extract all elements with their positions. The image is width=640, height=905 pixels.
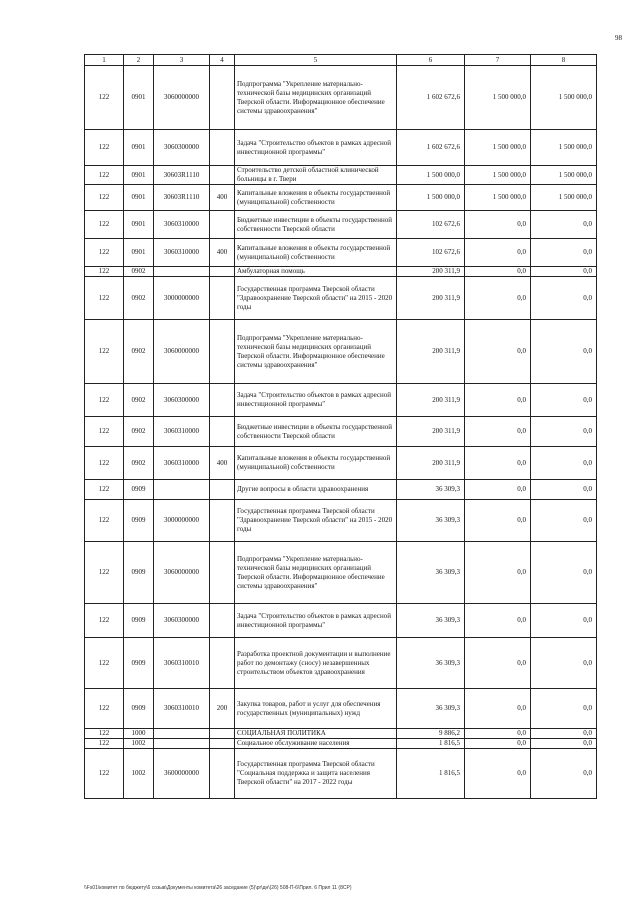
table-cell: 0902 [124,277,154,320]
table-cell: 122 [85,729,124,739]
table-cell: 102 672,6 [397,239,465,267]
header-cell: 6 [397,55,465,66]
table-cell: 0902 [124,384,154,417]
table-cell: 1 816,5 [397,749,465,799]
table-cell: 0909 [124,500,154,542]
table-cell: 122 [85,689,124,729]
table-cell: 30603R1110 [154,185,210,211]
table-cell: 0,0 [531,739,597,749]
table-cell: 1 816,5 [397,739,465,749]
table-cell: 200 311,9 [397,417,465,447]
table-row [85,166,597,185]
table-cell: 0,0 [465,320,531,384]
table-cell: 0901 [124,66,154,130]
table-cell: 3060000000 [154,320,210,384]
table-cell: 36 309,3 [397,604,465,638]
table-cell: 0909 [124,480,154,500]
table-cell: 0,0 [465,239,531,267]
table-cell: СОЦИАЛЬНАЯ ПОЛИТИКА [235,729,397,739]
table-cell: 0,0 [531,689,597,729]
table-cell: 102 672,6 [397,211,465,239]
table-cell: 1 500 000,0 [465,66,531,130]
table-cell: 0,0 [531,211,597,239]
table-cell: 9 886,2 [397,729,465,739]
table-cell: 122 [85,320,124,384]
table-cell: 122 [85,480,124,500]
table-cell: 3060000000 [154,66,210,130]
table-cell: 200 311,9 [397,267,465,277]
table-cell [210,66,235,130]
table-cell: 3060310000 [154,239,210,267]
table-cell: 0,0 [465,689,531,729]
table-cell: Государственная программа Тверской области "Социальная поддержка и защита населения Тверской области" на 2017 - 2022 годы [235,749,397,799]
footer-path: \\Fs01\комитет по бюджету\6 созыв\Документы комитета\26 заседание (5)\pr\дн\(26) 508-П-6\Прил. 6 Прил 11 (8СР) [84,885,352,891]
table-cell: 1000 [124,729,154,739]
table-cell: 0,0 [465,384,531,417]
table-cell [154,729,210,739]
table-row [85,689,597,729]
table-cell [210,384,235,417]
table-cell: 200 311,9 [397,447,465,480]
table-cell: 3060300000 [154,604,210,638]
table-cell [210,604,235,638]
table-row [85,211,597,239]
table-cell: 200 311,9 [397,384,465,417]
table-cell: 1 500 000,0 [531,185,597,211]
table-cell: Задача "Строительство объектов в рамках адресной инвестиционной программы" [235,604,397,638]
table-cell: 0,0 [531,277,597,320]
table-cell: Государственная программа Тверской области "Здравоохранение Тверской области" на 2015 - 2020 годы [235,500,397,542]
table-cell: 36 309,3 [397,638,465,689]
table-cell [210,277,235,320]
budget-table [84,54,597,799]
table-cell: 36 309,3 [397,480,465,500]
table-cell: 400 [210,447,235,480]
table-cell: 0,0 [531,320,597,384]
table-row [85,66,597,130]
page-number: 98 [615,34,622,42]
table-cell: 1 500 000,0 [465,130,531,166]
table-cell: 36 309,3 [397,500,465,542]
table-cell: 0,0 [465,638,531,689]
table-cell: Подпрограмма "Укрепление материально-технической базы медицинских организаций Тверской области. Информационное обеспечение системы здравоохранения" [235,542,397,604]
table-row [85,267,597,277]
table-cell: Капитальные вложения в объекты государственной (муниципальной) собственности [235,447,397,480]
table-cell: 1 500 000,0 [465,185,531,211]
table-cell [154,480,210,500]
table-cell [154,267,210,277]
table-cell: 0909 [124,604,154,638]
table-row [85,739,597,749]
table-row [85,542,597,604]
header-cell: 3 [154,55,210,66]
header-cell: 2 [124,55,154,66]
table-cell: 0,0 [465,729,531,739]
table-cell: 3000000000 [154,277,210,320]
table-cell: Капитальные вложения в объекты государственной (муниципальной) собственности [235,239,397,267]
table-cell: 0901 [124,211,154,239]
table-cell: Амбулаторная помощь [235,267,397,277]
table-cell: 0909 [124,542,154,604]
table-cell: 0,0 [531,638,597,689]
table-cell: 0,0 [531,417,597,447]
table-cell: 200 311,9 [397,320,465,384]
table-cell: 400 [210,239,235,267]
header-cell: 1 [85,55,124,66]
table-cell [210,638,235,689]
table-cell: Подпрограмма "Укрепление материально-технической базы медицинских организаций Тверской области. Информационное обеспечение системы здравоохранения" [235,320,397,384]
table-cell: 0,0 [531,604,597,638]
table-cell [210,480,235,500]
table-cell: 122 [85,417,124,447]
table-cell: 122 [85,166,124,185]
table-cell: 0,0 [531,384,597,417]
table-cell: 3060300000 [154,384,210,417]
table-cell: 200 311,9 [397,277,465,320]
table-cell: 0,0 [465,604,531,638]
table-cell: 3060310010 [154,638,210,689]
table-cell: Другие вопросы в области здравоохранения [235,480,397,500]
table-cell: 0,0 [531,480,597,500]
table-cell: 3600000000 [154,749,210,799]
table-cell: 122 [85,739,124,749]
table-cell: 3060310010 [154,689,210,729]
table-cell: 0,0 [465,500,531,542]
table-cell: Разработка проектной документации и выполнение работ по демонтажу (сносу) незавершенных строительством объектов здравоохранения [235,638,397,689]
table-cell: Задача "Строительство объектов в рамках адресной инвестиционной программы" [235,384,397,417]
table-cell: 3060000000 [154,542,210,604]
table-cell: 0,0 [465,447,531,480]
table-cell: 1 500 000,0 [531,130,597,166]
table-cell: Закупка товаров, работ и услуг для обеспечения государственных (муниципальных) нужд [235,689,397,729]
table-cell: 1002 [124,739,154,749]
table-cell: 1 500 000,0 [531,66,597,130]
table-row [85,277,597,320]
table-cell: 122 [85,542,124,604]
table-cell: 0,0 [465,267,531,277]
table-row [85,185,597,211]
table-cell [154,739,210,749]
table-cell [210,739,235,749]
table-cell: 0,0 [465,417,531,447]
table-cell: 3000000000 [154,500,210,542]
table-row [85,749,597,799]
table-cell: Социальное обслуживание населения [235,739,397,749]
table-row [85,447,597,480]
table-cell: 0,0 [531,749,597,799]
table-cell [210,749,235,799]
table-cell: Государственная программа Тверской области "Здравоохранение Тверской области" на 2015 - 2020 годы [235,277,397,320]
table-cell: 122 [85,638,124,689]
table-cell: 3060310000 [154,447,210,480]
table-cell: Бюджетные инвестиции в объекты государственной собственности Тверской области [235,417,397,447]
table-cell: 0902 [124,320,154,384]
table-cell: Капитальные вложения в объекты государственной (муниципальной) собственности [235,185,397,211]
table-row [85,480,597,500]
table-cell: 122 [85,239,124,267]
table-cell: 0,0 [465,542,531,604]
table-cell: 0909 [124,689,154,729]
table-cell: 1 602 672,6 [397,66,465,130]
table-cell: 122 [85,130,124,166]
table-cell: 3060300000 [154,130,210,166]
table-row [85,729,597,739]
table-cell: 400 [210,185,235,211]
table-cell: 30603R1110 [154,166,210,185]
table-row [85,320,597,384]
table-cell: Задача "Строительство объектов в рамках адресной инвестиционной программы" [235,130,397,166]
table-cell [210,166,235,185]
table-cell: 0,0 [531,542,597,604]
table-cell: 0901 [124,166,154,185]
table-cell: 36 309,3 [397,689,465,729]
table-cell: Бюджетные инвестиции в объекты государственной собственности Тверской области [235,211,397,239]
table-cell: 0901 [124,130,154,166]
header-cell: 5 [235,55,397,66]
table-cell: 36 309,3 [397,542,465,604]
table-cell: 1 500 000,0 [465,166,531,185]
table-cell: 1 500 000,0 [397,166,465,185]
table-row [85,638,597,689]
table-cell: 3060310000 [154,211,210,239]
table-cell [210,542,235,604]
table-row [85,604,597,638]
table-cell: 200 [210,689,235,729]
table-row [85,130,597,166]
table-cell: 122 [85,604,124,638]
table-cell: 1002 [124,749,154,799]
table-cell: 122 [85,447,124,480]
header-cell: 8 [531,55,597,66]
table-cell: 0909 [124,638,154,689]
table-cell [210,320,235,384]
table-cell [210,500,235,542]
table-cell: 0,0 [531,447,597,480]
table-cell: 0,0 [531,500,597,542]
table-cell [210,267,235,277]
table-cell: 0901 [124,185,154,211]
table-cell: 0,0 [531,239,597,267]
table-cell: 0,0 [465,211,531,239]
table-cell: 122 [85,267,124,277]
header-cell: 4 [210,55,235,66]
table-cell: 0902 [124,267,154,277]
table-cell: 1 500 000,0 [531,166,597,185]
table-cell: Строительство детской областной клинической больницы в г. Твери [235,166,397,185]
table-cell: 1 500 000,0 [397,185,465,211]
table-cell: 1 602 672,6 [397,130,465,166]
table-row [85,500,597,542]
table-cell: Подпрограмма "Укрепление материально-технической базы медицинских организаций Тверской области. Информационное обеспечение системы здравоохранения" [235,66,397,130]
table-cell: 0902 [124,417,154,447]
table-cell: 122 [85,384,124,417]
table-cell: 0902 [124,447,154,480]
table-cell: 122 [85,277,124,320]
table-cell: 122 [85,185,124,211]
table-row [85,417,597,447]
table-cell: 0,0 [465,480,531,500]
table-cell [210,417,235,447]
table-cell: 3060310000 [154,417,210,447]
table-cell: 0,0 [531,267,597,277]
table-cell: 122 [85,66,124,130]
table-cell [210,211,235,239]
table-cell: 122 [85,749,124,799]
table-cell: 0,0 [465,277,531,320]
table-row [85,239,597,267]
table-cell: 0,0 [465,749,531,799]
table-cell: 0,0 [531,729,597,739]
header-cell: 7 [465,55,531,66]
table-cell [210,130,235,166]
table-cell: 122 [85,211,124,239]
table-cell: 0,0 [465,739,531,749]
table-cell: 0901 [124,239,154,267]
table-row [85,384,597,417]
table-cell: 122 [85,500,124,542]
header-row [85,55,597,66]
table-cell [210,729,235,739]
